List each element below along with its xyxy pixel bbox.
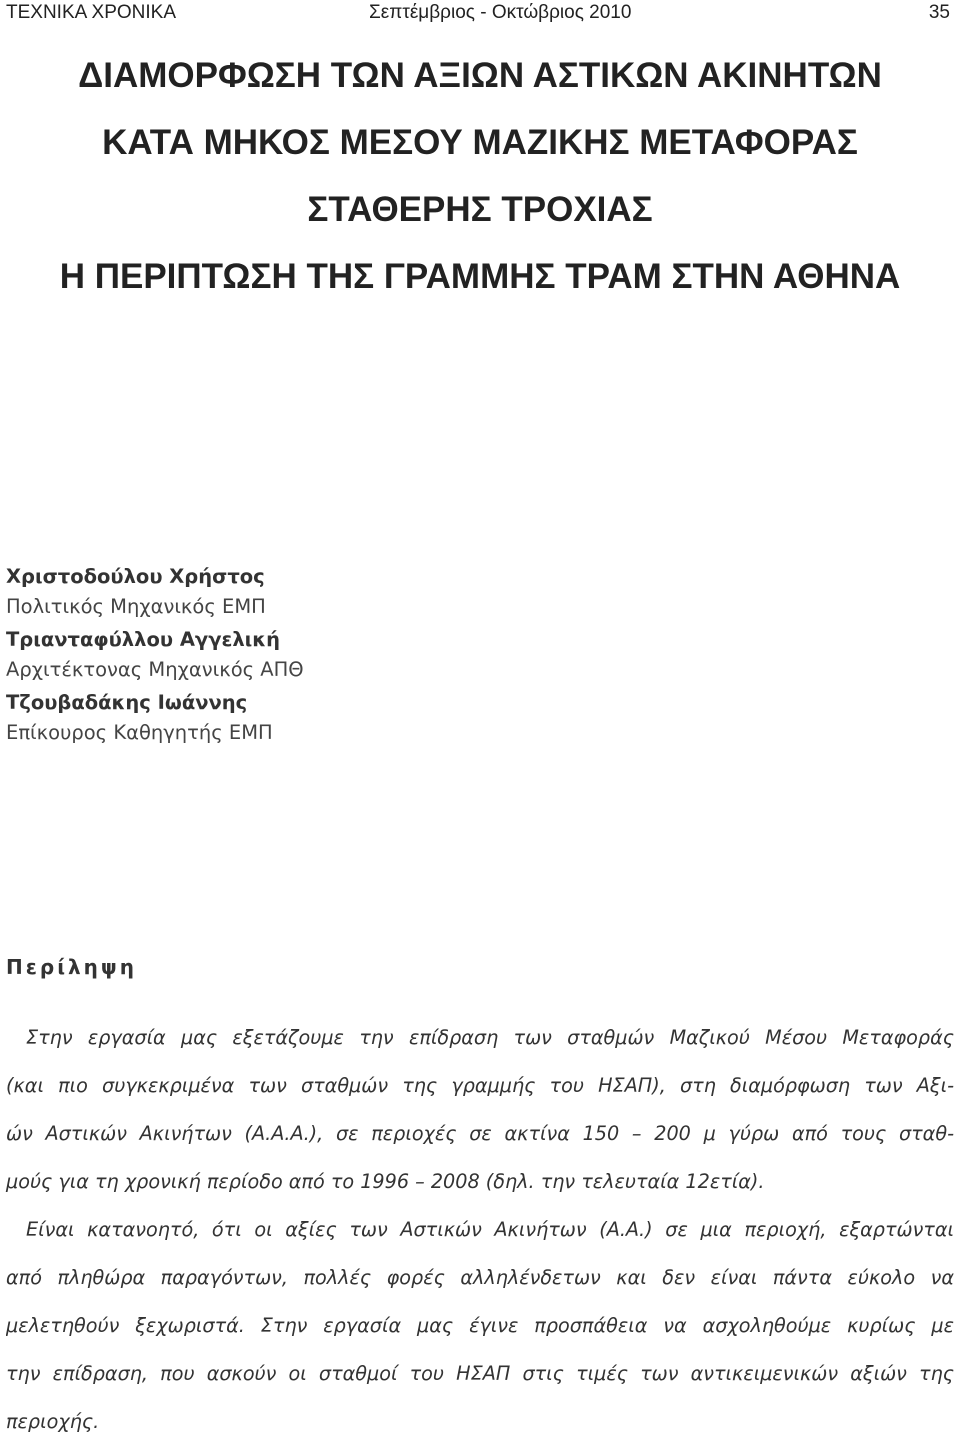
article-title	[0, 42, 960, 310]
title-line: ΚΑΤΑ ΜΗΚΟΣ ΜΕΣΟΥ ΜΑΖΙΚΗΣ ΜΕΤΑΦΟΡΑΣ	[102, 123, 858, 162]
issue-date: Σεπτέμβριος - Οκτώβριος 2010	[369, 2, 632, 23]
abstract-line: περιοχής.	[6, 1410, 100, 1433]
author-affiliation: Επίκουρος Καθηγητής ΕΜΠ	[6, 721, 273, 744]
abstract-line: Στην εργασία μας εξετάζουμε την επίδραση των σταθμών Μαζικού Μέσου Μεταφοράς	[26, 1026, 954, 1049]
abstract-line: μούς για τη χρονική περίοδο από το 1996 – 2008 (δηλ. την τελευταία 12ετία).	[6, 1170, 765, 1193]
author-list	[6, 562, 304, 751]
title-line: Η ΠΕΡΙΠΤΩΣΗ ΤΗΣ ΓΡΑΜΜΗΣ ΤΡΑΜ ΣΤΗΝ ΑΘΗΝΑ	[59, 257, 901, 296]
author-name: Τζουβαδάκης Ιωάννης	[6, 691, 248, 714]
abstract-line: μελετηθούν ξεχωριστά. Στην εργασία μας έγινε προσπάθεια να ασχοληθούμε κυρίως με	[6, 1314, 954, 1337]
title-line: ΣΤΑΘΕΡΗΣ ΤΡΟΧΙΑΣ	[307, 190, 653, 229]
abstract-line: την επίδραση, που ασκούν οι σταθμοί του ΗΣΑΠ στις τιμές των αντικειμενικών αξιών της	[6, 1362, 954, 1385]
author-entry	[6, 562, 304, 622]
abstract-line: από πληθώρα παραγόντων, πολλές φορές αλληλένδετων και δεν είναι πάντα εύκολο να	[6, 1266, 954, 1289]
author-affiliation: Αρχιτέκτονας Μηχανικός ΑΠΘ	[6, 658, 304, 681]
author-entry	[6, 625, 304, 685]
author-name: Τριανταφύλλου Αγγελική	[6, 628, 281, 651]
page-number: 35	[928, 2, 950, 23]
abstract-body	[6, 1014, 954, 1446]
author-name: Χριστοδούλου Χρήστος	[6, 565, 265, 588]
abstract-line: Είναι κατανοητό, ότι οι αξίες των Αστικών Ακινήτων (Α.Α.) σε μια περιοχή, εξαρτώνται	[26, 1218, 954, 1241]
author-entry	[6, 688, 304, 748]
abstract-line: (και πιο συγκεκριμένα των σταθμών της γραμμής του ΗΣΑΠ), στη διαμόρφωση των Αξι-	[6, 1074, 954, 1097]
abstract-heading: Περίληψη	[6, 955, 137, 979]
abstract-line: ών Αστικών Ακινήτων (Α.Α.Α.), σε περιοχές σε ακτίνα 150 – 200 μ γύρω από τους σταθ-	[6, 1122, 954, 1145]
author-affiliation: Πολιτικός Μηχανικός ΕΜΠ	[6, 595, 266, 618]
journal-name: ΤΕΧΝΙΚΑ ΧΡΟΝΙΚΑ	[6, 2, 176, 23]
running-header	[6, 2, 954, 28]
title-line: ΔΙΑΜΟΡΦΩΣΗ ΤΩΝ ΑΞΙΩΝ ΑΣΤΙΚΩΝ ΑΚΙΝΗΤΩΝ	[78, 56, 882, 95]
